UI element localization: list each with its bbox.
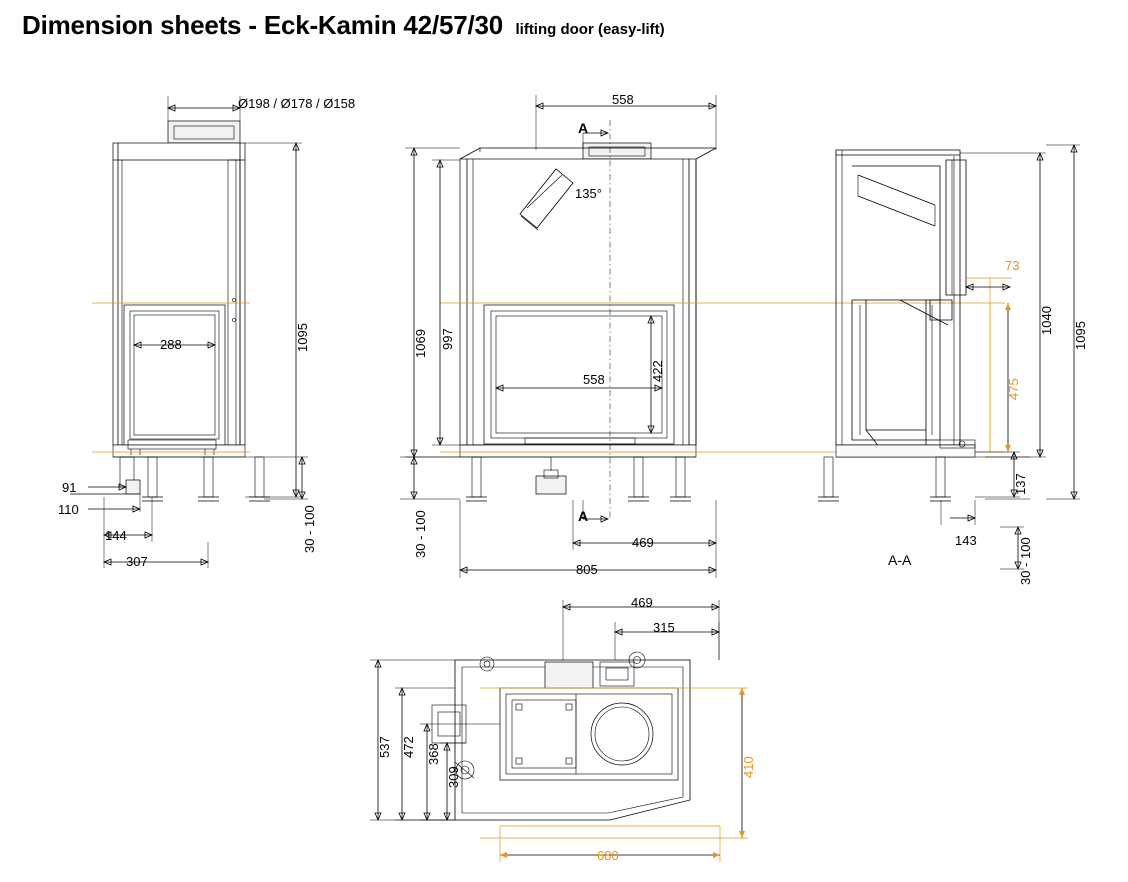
title-sub: lifting door (easy-lift) (515, 21, 665, 38)
view-side-left (70, 96, 308, 568)
dim-680: 680 (597, 848, 619, 863)
dim-144: 144 (105, 528, 127, 543)
dim-137: 137 (1013, 473, 1028, 495)
section-marker-a-top: A (578, 120, 589, 136)
dim-73: 73 (1005, 258, 1020, 273)
dim-410: 410 (741, 756, 756, 778)
dim-angle-135: 135° (575, 186, 602, 201)
dim-opening-558: 558 (583, 372, 605, 387)
title-main: Dimension sheets - Eck-Kamin 42/57/30 (22, 10, 504, 40)
dim-91: 91 (62, 480, 77, 495)
view-front (400, 95, 1005, 578)
dim-1095-section: 1095 (1073, 321, 1088, 350)
dim-top-558: 558 (612, 92, 634, 107)
dim-469-front: 469 (632, 535, 654, 550)
dim-368: 368 (426, 743, 441, 765)
dim-307: 307 (126, 554, 148, 569)
dim-469-plan: 469 (631, 595, 653, 610)
view-plan (370, 600, 748, 862)
section-label-aa: A-A (888, 552, 912, 568)
dim-805: 805 (576, 562, 598, 577)
dim-1069: 1069 (413, 329, 428, 358)
dim-flue-diameter: Ø198 / Ø178 / Ø158 (238, 96, 356, 111)
dim-475: 475 (1006, 378, 1021, 400)
dim-adjust-section: 30 - 100 (1018, 537, 1033, 585)
dim-309: 309 (446, 766, 461, 788)
dim-1040: 1040 (1039, 306, 1054, 335)
dim-adjust-left: 30 - 100 (302, 505, 317, 553)
dim-537: 537 (377, 736, 392, 758)
dim-height-1095-left: 1095 (295, 323, 310, 352)
view-section-aa (818, 145, 1080, 569)
dim-143: 143 (955, 533, 977, 548)
dim-997: 997 (440, 328, 455, 350)
section-marker-a-bottom: A (578, 508, 589, 524)
dim-110: 110 (58, 502, 79, 517)
dim-adjust-front: 30 - 100 (413, 510, 428, 558)
dim-glass-width-288: 288 (160, 337, 182, 352)
dim-315: 315 (653, 620, 675, 635)
dim-opening-422: 422 (650, 360, 665, 382)
dim-472: 472 (401, 736, 416, 758)
